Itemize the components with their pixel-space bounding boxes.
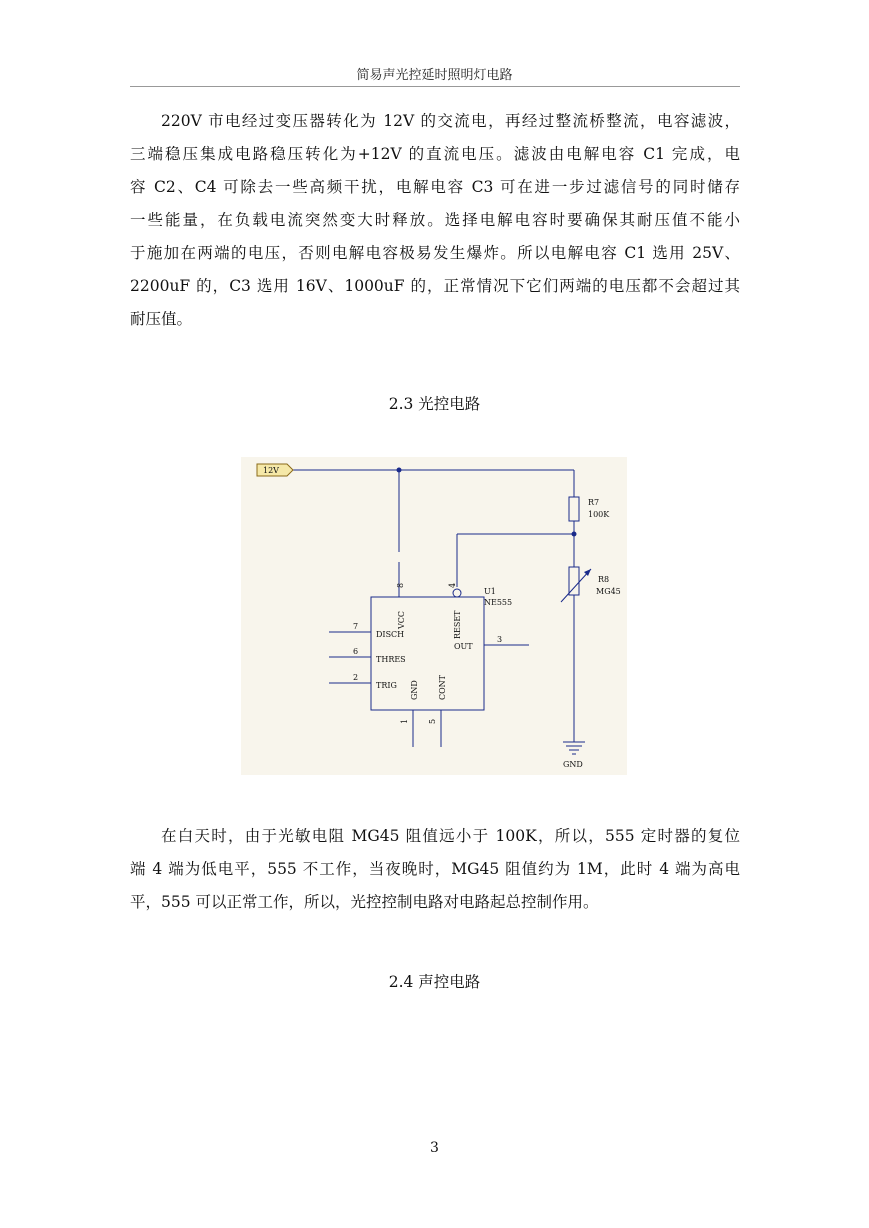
section-heading-2-3: 2.3 光控电路 bbox=[388, 395, 481, 413]
r8-name: R8 bbox=[598, 575, 610, 584]
junction-dot bbox=[397, 468, 402, 473]
power-port-label: 12V bbox=[263, 466, 279, 475]
r8-value: MG45 bbox=[596, 587, 621, 596]
pin-cont-label: CONT bbox=[438, 674, 447, 700]
text-line: 一些能量，在负载电流突然变大时释放。选择电解电容时要确保其耐压值不能小 bbox=[130, 211, 740, 229]
text-line: 2200uF 的，C3 选用 16V、1000uF 的，正常情况下它们两端的电压都不会超过其 bbox=[130, 277, 740, 295]
text-line: 220V 市电经过变压器转化为 12V 的交流电，再经过整流桥整流，电容滤波， bbox=[161, 112, 740, 130]
pin-out-label: OUT bbox=[454, 642, 473, 651]
text-line: 在白天时，由于光敏电阻 MG45 阻值远小于 100K，所以，555 定时器的复位 bbox=[161, 827, 740, 845]
pin-number-5: 5 bbox=[428, 718, 437, 724]
text-line: 端 4 端为低电平，555 不工作，当夜晚时，MG45 阻值约为 1M，此时 4 端为高电 bbox=[130, 860, 740, 878]
ground-label: GND bbox=[563, 760, 583, 769]
pin-disch-label: DISCH bbox=[376, 630, 405, 639]
resistor-r7 bbox=[569, 497, 579, 521]
pin-number-6: 6 bbox=[353, 647, 359, 656]
pin-number-7: 7 bbox=[353, 622, 359, 631]
text-line: 耐压值。 bbox=[130, 310, 193, 328]
paragraph-light-control bbox=[130, 820, 740, 919]
section-heading-2-4: 2.4 声控电路 bbox=[388, 973, 481, 991]
r7-name: R7 bbox=[588, 498, 600, 507]
pin-number-1: 1 bbox=[400, 718, 409, 724]
ldr-r8 bbox=[569, 567, 579, 595]
running-header: 简易声光控延时照明灯电路 bbox=[356, 68, 513, 83]
pin-number-4: 4 bbox=[448, 582, 457, 588]
paragraph-power-supply bbox=[130, 105, 740, 336]
r7-value: 100K bbox=[588, 510, 610, 519]
pin-gnd-label: GND bbox=[410, 680, 419, 700]
pin-number-2: 2 bbox=[353, 673, 359, 682]
ic-ne555-body bbox=[371, 597, 484, 710]
pin-reset-label: RESET bbox=[453, 610, 462, 639]
text-line: 三端稳压集成电路稳压转化为+12V 的直流电压。滤波由电解电容 C1 完成，电 bbox=[130, 145, 740, 163]
u1-part: NE555 bbox=[484, 598, 513, 607]
text-line: 容 C2、C4 可除去一些高频干扰，电解电容 C3 可在进一步过滤信号的同时储存 bbox=[130, 178, 740, 196]
pin-vcc-label: VCC bbox=[397, 610, 406, 629]
schematic-drawing bbox=[241, 457, 627, 775]
pin-number-3: 3 bbox=[497, 635, 503, 644]
header-rule bbox=[130, 86, 740, 87]
reset-pin-circle bbox=[453, 589, 461, 597]
junction-dot bbox=[572, 532, 577, 537]
text-line: 平，555 可以正常工作，所以，光控控制电路对电路起总控制作用。 bbox=[130, 893, 599, 911]
light-control-schematic bbox=[241, 457, 627, 775]
pin-number-8: 8 bbox=[396, 582, 405, 588]
u1-name: U1 bbox=[484, 587, 496, 596]
text-line: 于施加在两端的电压，否则电解电容极易发生爆炸。所以电解电容 C1 选用 25V、 bbox=[130, 244, 740, 262]
pin-trig-label: TRIG bbox=[376, 681, 397, 690]
pin-thres-label: THRES bbox=[376, 655, 406, 664]
page-number: 3 bbox=[430, 1140, 439, 1156]
